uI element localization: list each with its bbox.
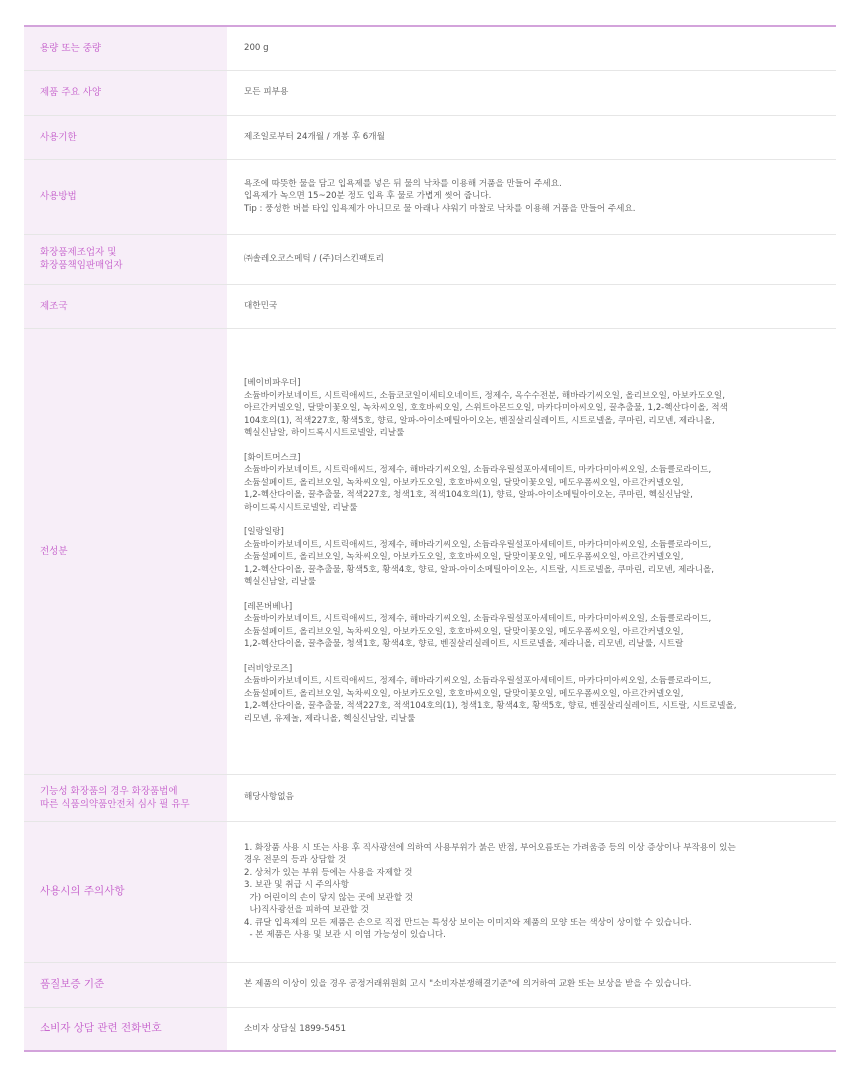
row-value: 모든 피부용 (227, 70, 836, 115)
row-value: 소비자 상담실 1899-5451 (227, 1007, 836, 1051)
product-info-table (24, 25, 836, 1052)
table-row (24, 1007, 836, 1051)
ingredient-group: [러비앙로즈] 소듐바이카보네이트, 시트릭애씨드, 정제수, 해바라기씨오일, 소듐라우릴설포아세테이트, 마카다미아씨오일, 소듐클로라이드, 소듐설페이트, 올리브오일, 녹차씨오일, 아보카도오일, 호호바씨오일, 달맞이꽃오일, 메도우폼씨오일, 아르간커넬오일, 1,2-헥산다이올, 꿀추출물, 적색227호, 적색104호의(1), 청색1호, 황색4호, 황색5호, 향료, 벤질살리실레이트, 시트랄, 시트로넬올, 리모넨, 유제놀, 제라니올, 헥실신남알, 리날룰 (244, 663, 737, 724)
row-value: 해당사항없음 (227, 774, 836, 821)
row-label: 화장품제조업자 및 화장품책임판매업자 (24, 234, 227, 284)
row-label: 사용방법 (24, 159, 227, 234)
ingredient-group: [베이비파우더] 소듐바이카보네이트, 시트릭애씨드, 소듐코코일이세티오네이트, 정제수, 옥수수전분, 해바라기씨오일, 올리브오일, 아보카도오일, 아르간커넬오일, 달맞이꽃오일, 녹차씨오일, 호호바씨오일, 스위트아몬드오일, 마카다미아씨오일, 꿀추출물, 1,2-헥산다이올, 적색 104호의(1), 적색227호, 황색5호, 향료, 알파-아이소메틸아이오논, 벤질살리실레이트, 시트로넬올, 쿠마린, 리모넨, 제라니올, 헥실신남알, 하이드록시시트로넬알, 리날룰 (244, 378, 728, 438)
product-info-section (24, 25, 836, 1052)
row-value: ㈜솔레오코스메틱 / (주)더스킨팩토리 (227, 234, 836, 284)
table-row (24, 284, 836, 328)
table-row (24, 159, 836, 234)
row-label: 제조국 (24, 284, 227, 328)
row-label: 사용시의 주의사항 (24, 821, 227, 962)
row-label: 기능성 화장품의 경우 화장품법에 따른 식품의약품안전처 심사 필 유무 (24, 774, 227, 821)
ingredient-group: [레몬버베나] 소듐바이카보네이트, 시트릭애씨드, 정제수, 해바라기씨오일, 소듐라우릴설포아세테이트, 마카다미아씨오일, 소듐클로라이드, 소듐설페이트, 올리브오일, 녹차씨오일, 아보카도오일, 호호바씨오일, 달맞이꽃오일, 메도우폼씨오일, 아르간커넬오일, 1,2-헥산다이올, 꿀추출물, 청색1호, 황색4호, 향료, 벤질살리실레이트, 시트로넬올, 제라니올, 리모넨, 리날룰, 시트랄 (244, 601, 712, 649)
table-row (24, 774, 836, 821)
row-value: 욕조에 따뜻한 물을 담고 입욕제를 넣은 뒤 물의 낙차를 이용해 거품을 만들어 주세요. 입욕제가 녹으면 15~20분 정도 입욕 후 물로 가볍게 씻어 줍니다. Tip : 풍성한 버블 타입 입욕제가 아니므로 물 아래나 샤워기 마찰로 낙차를 이용해 거품을 만들어 주세요. (227, 159, 836, 234)
table-row (24, 70, 836, 115)
table-row (24, 26, 836, 70)
table-row (24, 821, 836, 962)
ingredient-group: [화이트머스크] 소듐바이카보네이트, 시트릭애씨드, 정제수, 해바라기씨오일, 소듐라우릴설포아세테이트, 마카다미아씨오일, 소듐클로라이드, 소듐설페이트, 올리브오일, 녹차씨오일, 아보카도오일, 호호바씨오일, 달맞이꽃오일, 메도우폼씨오일, 아르간커넬오일, 1,2-헥산다이올, 꿀추출물, 적색227호, 청색1호, 적색104호의(1), 향료, 알파-아이소메틸아이오논, 쿠마린, 헥실신남알, 하이드록시시트로넬알, 리날룰 (244, 452, 712, 513)
row-label: 용량 또는 중량 (24, 26, 227, 70)
table-row (24, 234, 836, 284)
table-row (24, 962, 836, 1007)
table-row (24, 328, 836, 774)
row-value: 200 g (227, 26, 836, 70)
row-label: 전성분 (24, 328, 227, 774)
row-value: 제조일로부터 24개월 / 개봉 후 6개월 (227, 115, 836, 159)
row-label: 소비자 상담 관련 전화번호 (24, 1007, 227, 1051)
row-value: 대한민국 (227, 284, 836, 328)
row-label: 사용기한 (24, 115, 227, 159)
ingredient-group: [일랑일랑] 소듐바이카보네이트, 시트릭애씨드, 정제수, 해바라기씨오일, 소듐라우릴설포아세테이트, 마카다미아씨오일, 소듐클로라이드, 소듐설페이트, 올리브오일, 녹차씨오일, 아보카도오일, 호호바씨오일, 달맞이꽃오일, 메도우폼씨오일, 아르간커넬오일, 1,2-헥산다이올, 꿀추출물, 황색5호, 황색4호, 향료, 알파-아이소메틸아이오논, 시트랄, 시트로넬올, 쿠마린, 리모넨, 제라니올, 헥실신남알, 리날룰 (244, 527, 715, 587)
row-label: 제품 주요 사양 (24, 70, 227, 115)
ingredients-value (227, 328, 836, 774)
row-label: 품질보증 기준 (24, 962, 227, 1007)
row-value: 본 제품의 이상이 있을 경우 공정거래위원회 고시 "소비자분쟁해결기준"에 의거하여 교환 또는 보상을 받을 수 있습니다. (227, 962, 836, 1007)
row-value: 1. 화장품 사용 시 또는 사용 후 직사광선에 의하여 사용부위가 붉은 반점, 부어오름또는 가려움증 등의 이상 증상이나 부작용이 있는 경우 전문의 등과 상담할 것 2. 상처가 있는 부위 등에는 사용을 자제할 것 3. 보관 및 취급 시 주의사항 가) 어린이의 손이 닿지 않는 곳에 보관할 것 나)직사광선을 피하여 보관할 것 4. 큐달 입욕제의 모든 제품은 손으로 직접 만드는 특성상 보이는 이미지와 제품의 모양 또는 색상이 상이할 수 있습니다. - 본 제품은 사용 및 보관 시 이염 가능성이 있습니다. (227, 821, 836, 962)
table-row (24, 115, 836, 159)
